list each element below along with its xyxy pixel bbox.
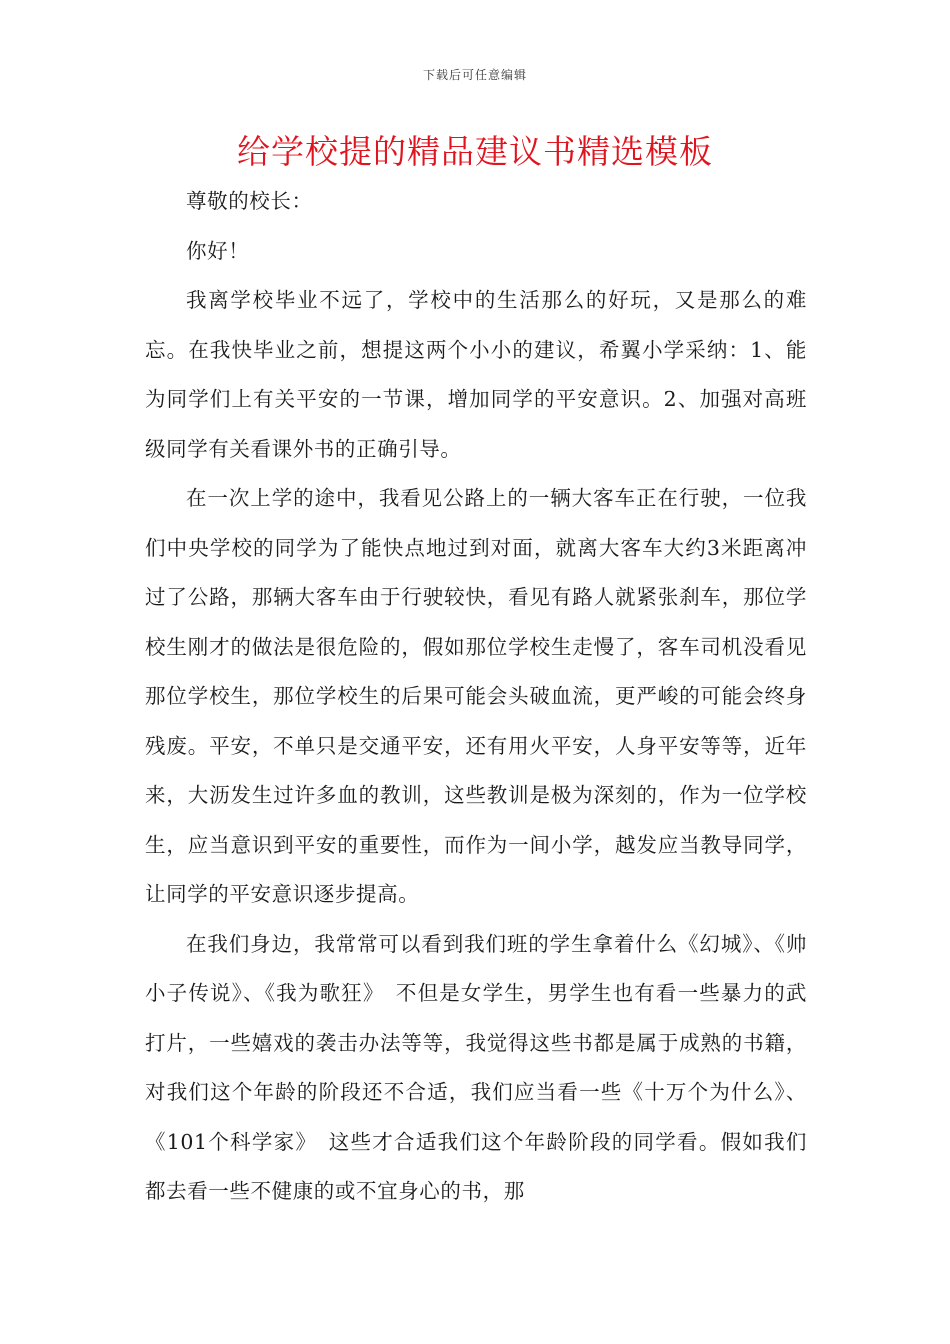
salutation: 尊敬的校长： [186,189,313,213]
paragraph-2: 在一次上学的途中，我看见公路上的一辆大客车正在行驶，一位我们中央学校的同学为了能快点地过到对面，就离大客车大约3米距离冲过了公路，那辆大客车由于行驶较快，看见有路人就紧张刹车，那位学校生刚才的做法是很危险的，假如那位学校生走慢了，客车司机没看见那位学校生，那位学校生的后果可能会头破血流，更严峻的可能会终身残废。平安，不单只是交通平安，还有用火平安，人身平安等等，近年来，大沥发生过许多血的教训，这些教训是极为深刻的，作为一位学校生，应当意识到平安的重要性，而作为一间小学，越发应当教导同学，让同学的平安意识逐步提高。 [145,486,807,906]
paragraph-1: 我离学校毕业不远了，学校中的生活那么的好玩，又是那么的难忘。在我快毕业之前，想提这两个小小的建议，希翼小学采纳：1、能为同学们上有关平安的一节课，增加同学的平安意识。2、加强对高班级同学有关看课外书的正确引导。 [145,288,807,461]
greeting: 你好！ [186,238,250,263]
header-note: 下载后可任意编辑 [422,68,527,82]
document-title: 给学校提的精品建议书精选模板 [237,132,713,171]
paragraph-3: 在我们身边，我常常可以看到我们班的学生拿着什么《幻城》、《帅小子传说》、《我为歌狂》 不但是女学生，男学生也有看一些暴力的武打片，一些嬉戏的袭击办法等等，我觉得这些书都是属于成熟的书籍，对我们这个年龄的阶段还不合适，我们应当看一些《十万个为什么》、《101个科学家》 这些才合适我们这个年龄阶段的同学看。假如我们都去看一些不健康的或不宜身心的书，那 [145,931,807,1203]
document-body [145,177,807,1217]
